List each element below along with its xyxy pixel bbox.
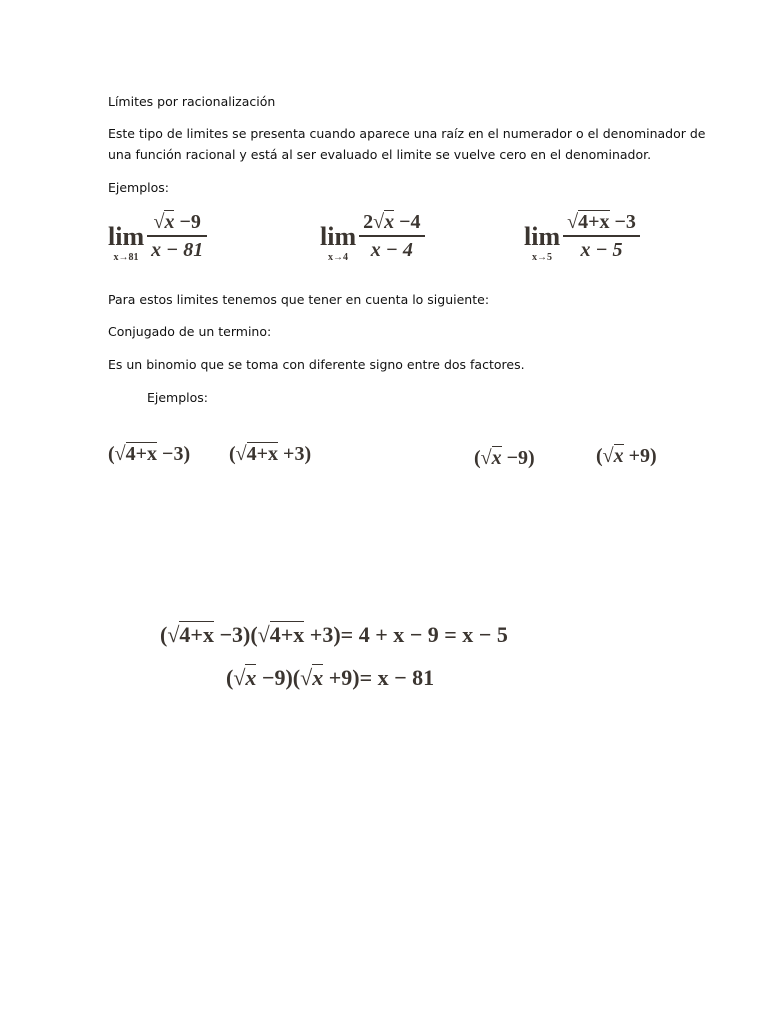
radicand: 4+x (246, 443, 279, 465)
binomial-rest: +9 (623, 445, 651, 467)
fraction-denominator: x − 5 (580, 238, 623, 261)
lim-subscript: x→5 (532, 252, 553, 263)
product-result: = x − 81 (359, 665, 435, 690)
conjugate-heading: Conjugado de un termino: (108, 324, 272, 339)
radicand: 4+x (179, 622, 214, 647)
fraction-bar (359, 235, 424, 237)
binomial-rest: −9 (501, 447, 529, 469)
conjugate-definition: Es un binomio que se toma con diferente signo entre dos factores. (108, 357, 525, 372)
radicand: x (384, 211, 395, 233)
factor-1-rest: −3 (213, 622, 243, 647)
radicand: x (491, 447, 502, 469)
binomial-rest: +3 (278, 443, 305, 465)
consider-text: Para estos limites tenemos que tener en cuenta lo siguiente: (108, 292, 490, 307)
conjugate-example-3: (√x −9) (474, 447, 535, 469)
fraction-bar (563, 235, 640, 237)
product-result: = 4 + x − 9 = x − 5 (340, 622, 508, 647)
fraction-denominator: x − 81 (151, 238, 204, 261)
radicand: x (164, 211, 175, 233)
lim-word: lim (108, 222, 145, 251)
radicand: 4+x (125, 443, 158, 465)
limit-example-2 (320, 210, 425, 263)
lim-word: lim (524, 222, 561, 251)
numerator-rest: −9 (174, 211, 201, 233)
limit-fraction (563, 210, 640, 262)
numerator-rest: −3 (609, 211, 636, 233)
limit-example-1 (108, 210, 207, 263)
conjugate-example-2: (√4+x +3) (229, 443, 312, 465)
examples-label: Ejemplos: (108, 180, 170, 195)
examples-label-2: Ejemplos: (147, 390, 209, 405)
intro-line-2: una función racional y está al ser evaluado el limite se vuelve cero en el denominador. (108, 147, 652, 162)
factor-1-rest: −9 (256, 665, 286, 690)
radicand: 4+x (269, 622, 305, 647)
limit-example-3 (524, 210, 640, 263)
numerator-coefficient: 2 (363, 211, 374, 233)
conjugate-example-4: (√x +9) (596, 445, 657, 467)
binomial-rest: −3 (157, 443, 184, 465)
fraction-numerator: 2√x −4 (363, 211, 421, 233)
lim-word: lim (320, 222, 357, 251)
fraction-numerator: √x −9 (153, 211, 201, 233)
fraction-denominator: x − 4 (370, 238, 413, 261)
radicand: x (245, 665, 257, 690)
product-equation-2: (√x −9)(√x +9)= x − 81 (226, 665, 435, 690)
limit-fraction (359, 210, 424, 262)
factor-2-rest: +9 (323, 665, 353, 690)
product-equation-1: (√4+x −3)(√4+x +3)= 4 + x − 9 = x − 5 (160, 622, 508, 647)
radicand: x (312, 665, 324, 690)
numerator-rest: −4 (394, 211, 421, 233)
intro-line-1: Este tipo de limites se presenta cuando aparece una raíz en el numerador o el denominador de (108, 126, 706, 141)
doc-title: Límites por racionalización (108, 94, 276, 109)
lim-subscript: x→81 (113, 252, 139, 263)
factor-2-rest: +3 (304, 622, 334, 647)
radicand: 4+x (578, 211, 610, 233)
fraction-bar (147, 235, 207, 237)
radicand: x (613, 445, 624, 467)
lim-subscript: x→4 (328, 252, 349, 263)
limit-fraction (147, 210, 207, 262)
fraction-numerator: √4+x −3 (567, 211, 636, 233)
conjugate-example-1: (√4+x −3) (108, 443, 191, 465)
